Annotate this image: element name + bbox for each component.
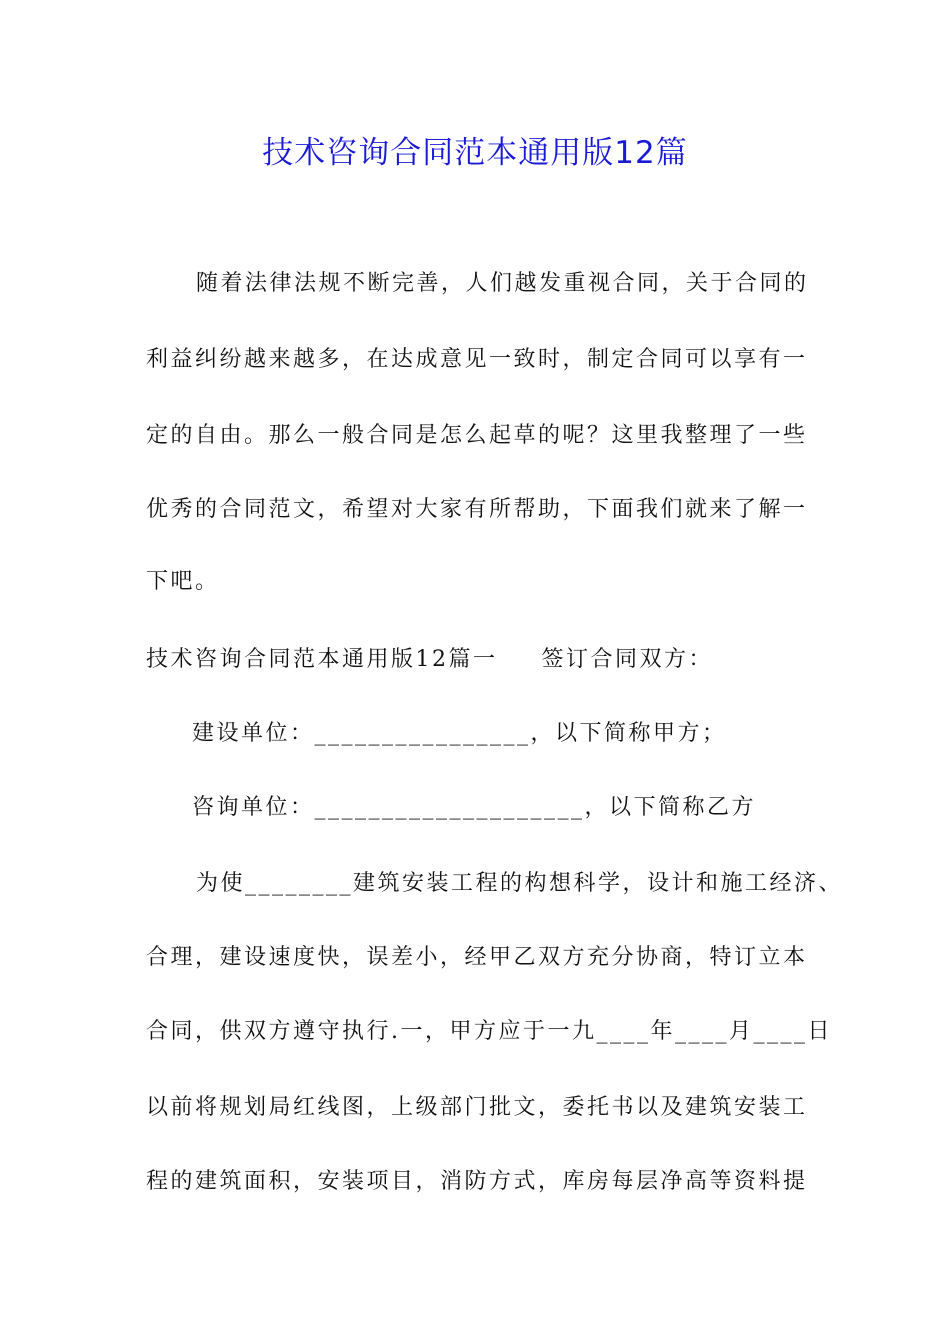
intro-line-1: 随着法律法规不断完善，人们越发重视合同，关于合同的 <box>196 271 809 296</box>
document-title: 技术咨询合同范本通用版12篇 <box>262 135 688 171</box>
party-b-line: 咨询单位：____________________，以下简称乙方 <box>192 795 757 820</box>
body-line-2: 合理，建设速度快，误差小，经甲乙双方充分协商，特订立本 <box>146 945 808 970</box>
intro-line-4: 优秀的合同范文，希望对大家有所帮助，下面我们就来了解一 <box>146 497 808 522</box>
section-heading: 技术咨询合同范本通用版12篇一 <box>146 647 498 672</box>
body-line-3: 合同，供双方遵守执行.一，甲方应于一九____年____月____日 <box>146 1019 832 1044</box>
section-subheading: 签订合同双方： <box>541 647 714 672</box>
intro-line-3: 定的自由。那么一般合同是怎么起草的呢？这里我整理了一些 <box>146 423 808 448</box>
intro-line-5: 下吧。 <box>146 569 220 594</box>
section-heading-line <box>146 644 713 676</box>
body-line-5: 程的建筑面积，安装项目，消防方式，库房每层净高等资料提 <box>146 1169 808 1194</box>
intro-line-2: 利益纠纷越来越多，在达成意见一致时，制定合同可以享有一 <box>146 347 808 372</box>
party-a-line: 建设单位：________________，以下简称甲方； <box>192 721 727 746</box>
body-line-4: 以前将规划局红线图，上级部门批文，委托书以及建筑安装工 <box>146 1095 808 1120</box>
body-line-1: 为使________建筑安装工程的构想科学，设计和施工经济、 <box>196 871 844 896</box>
